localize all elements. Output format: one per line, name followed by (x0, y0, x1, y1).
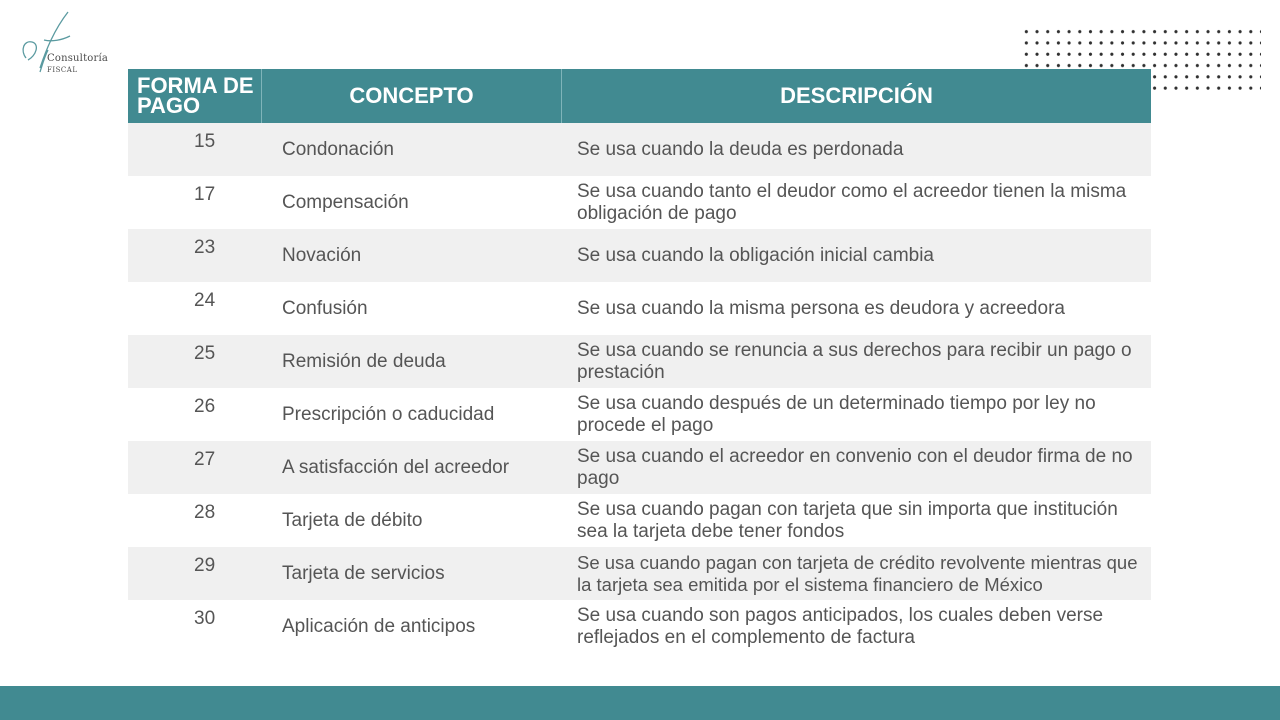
table-row (128, 123, 1151, 176)
cell-code: 25 (194, 343, 216, 364)
cell-concept: Compensación (282, 191, 409, 213)
table-row (128, 282, 1151, 335)
table-row (128, 388, 1151, 441)
logo-line-1: Consultoría (47, 53, 109, 64)
table-row (128, 441, 1151, 494)
cell-description: Se usa cuando después de un determinado tiempo por ley no procede el pago (577, 392, 1096, 436)
cell-description: Se usa cuando se renuncia a sus derechos para recibir un pago o prestación (577, 339, 1132, 383)
cell-code: 27 (194, 449, 216, 470)
cell-code: 24 (194, 290, 216, 311)
cell-description: Se usa cuando el acreedor en convenio con el deudor firma de no pago (577, 445, 1133, 489)
table-row (128, 600, 1151, 653)
table-row (128, 176, 1151, 229)
cell-code: 28 (194, 502, 216, 523)
cell-code: 23 (194, 237, 216, 258)
cell-description: Se usa cuando la obligación inicial cambia (577, 244, 935, 266)
cell-concept: Aplicación de anticipos (282, 615, 476, 637)
cell-code: 17 (194, 184, 216, 205)
footer-bar (0, 686, 1280, 720)
cell-code: 30 (194, 608, 216, 629)
cell-description: Se usa cuando la deuda es perdonada (577, 138, 904, 160)
table-row (128, 494, 1151, 547)
cell-concept: Prescripción o caducidad (282, 403, 495, 425)
cell-concept: Tarjeta de débito (282, 509, 423, 531)
cell-code: 26 (194, 396, 216, 417)
table-row (128, 547, 1151, 600)
cell-description: Se usa cuando la misma persona es deudora y acreedora (577, 297, 1065, 319)
table-row (128, 335, 1151, 388)
company-logo (18, 10, 118, 80)
cell-concept: A satisfacción del acreedor (282, 456, 510, 478)
cell-concept: Confusión (282, 297, 368, 319)
cell-description: Se usa cuando pagan con tarjeta de crédito revolvente mientras que la tarjeta sea emitida por el sistema financiero de México (577, 551, 1138, 595)
cell-concept: Tarjeta de servicios (282, 562, 445, 584)
cell-description: Se usa cuando pagan con tarjeta que sin importa que institución sea la tarjeta debe tener fondos (577, 498, 1118, 542)
header-concepto: CONCEPTO (262, 69, 562, 123)
cell-code: 29 (194, 555, 216, 576)
cell-description: Se usa cuando son pagos anticipados, los cuales deben verse reflejados en el complemento de factura (577, 604, 1104, 648)
table-header (128, 69, 1151, 123)
cell-concept: Condonación (282, 138, 394, 160)
cell-concept: Novación (282, 244, 362, 266)
cell-code: 15 (194, 131, 216, 152)
logo-line-2: FISCAL (47, 66, 78, 74)
table-row (128, 229, 1151, 282)
header-descripcion: DESCRIPCIÓN (780, 83, 933, 108)
header-forma-de-pago: FORMA DE PAGO (128, 69, 262, 123)
cell-description: Se usa cuando tanto el deudor como el acreedor tienen la misma obligación de pago (577, 180, 1127, 224)
payment-forms-table (128, 69, 1151, 653)
cell-concept: Remisión de deuda (282, 350, 446, 372)
